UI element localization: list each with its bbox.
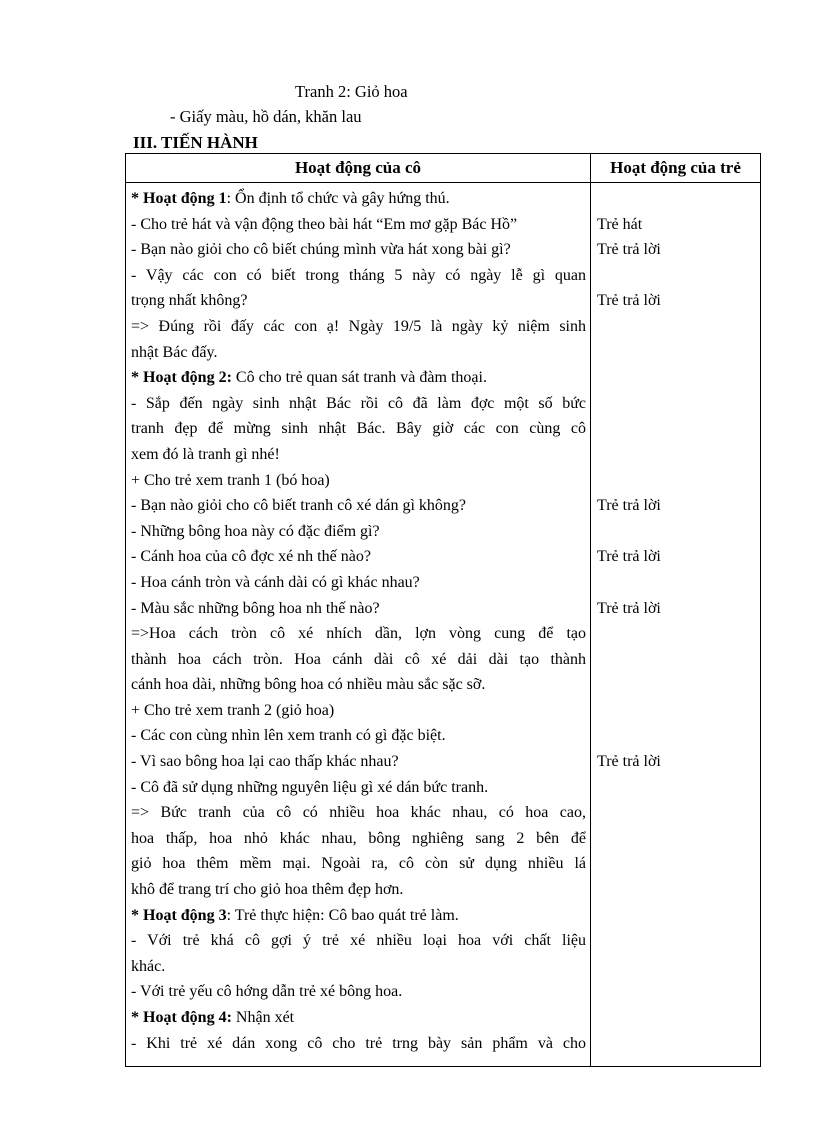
- teacher-line-text: Cô cho trẻ quan sát tranh và đàm thoại.: [231, 369, 487, 387]
- teacher-line-text: + Cho trẻ xem tranh 1 (bó hoa): [131, 471, 330, 489]
- child-activities-cell: [591, 183, 761, 1067]
- teacher-line-text: - Với trẻ khá cô gợi ý trẻ xé nhiều loại hoa với chất liệu: [131, 932, 586, 950]
- activity-label: * Hoạt động 1: [131, 190, 227, 207]
- teacher-line-text: cánh hoa dài, những bông hoa có nhiều màu sắc sặc sỡ.: [131, 676, 486, 694]
- table-header-row: [126, 154, 761, 183]
- teacher-line: [131, 468, 586, 494]
- activity-label: * Hoạt động 4:: [131, 1009, 232, 1026]
- teacher-line: [131, 800, 586, 826]
- teacher-line-text: - Cho trẻ hát và vận động theo bài hát “Em mơ gặp Bác Hồ”: [131, 215, 518, 233]
- teacher-line: [131, 954, 586, 980]
- teacher-line: [131, 775, 586, 801]
- teacher-line: [131, 570, 586, 596]
- teacher-line: [131, 1031, 586, 1057]
- teacher-line-text: - Hoa cánh tròn và cánh dài có gì khác nhau?: [131, 573, 420, 591]
- teacher-line: [131, 826, 586, 852]
- teacher-line-text: - Với trẻ yếu cô hớng dẫn trẻ xé bông hoa.: [131, 983, 403, 1001]
- teacher-line-text: - Cánh hoa của cô đợc xé nh thế nào?: [131, 548, 371, 566]
- child-response-empty: [597, 186, 756, 212]
- child-response: Trẻ trả lời: [597, 241, 661, 259]
- teacher-line-text: - Bạn nào giỏi cho cô biết chúng mình vừa hát xong bài gì?: [131, 241, 511, 259]
- teacher-line-text: - Các con cùng nhìn lên xem tranh có gì đặc biệt.: [131, 727, 446, 745]
- teacher-line: [131, 851, 586, 877]
- child-response-empty: [597, 621, 756, 647]
- teacher-line: [131, 442, 586, 468]
- teacher-line: [131, 263, 586, 289]
- child-response-empty: [597, 263, 756, 289]
- teacher-line-text: giỏ hoa thêm mềm mại. Ngoài ra, cô còn sử dụng nhiều lá: [131, 855, 586, 873]
- teacher-line: [131, 647, 586, 673]
- teacher-line: [131, 391, 586, 417]
- child-response-empty: [597, 442, 756, 468]
- teacher-line-text: - Sắp đến ngày sinh nhật Bác rồi cô đã làm đợc một số bức: [131, 394, 586, 412]
- material-tranh-2: Tranh 2: Giỏ hoa: [295, 82, 408, 101]
- teacher-line: [131, 979, 586, 1005]
- teacher-line-text: - Màu sắc những bông hoa nh thế nào?: [131, 599, 380, 617]
- child-response-empty: [597, 519, 756, 545]
- teacher-line-text: khô để trang trí cho giỏ hoa thêm đẹp hơn.: [131, 881, 404, 899]
- teacher-line: [131, 749, 586, 775]
- teacher-line-text: Nhận xét: [231, 1009, 295, 1026]
- teacher-line-text: xem đó là tranh gì nhé!: [131, 445, 280, 463]
- teacher-line-text: => Bức tranh của cô có nhiều hoa khác nhau, có hoa cao,: [131, 804, 586, 822]
- teacher-line: [131, 1005, 586, 1031]
- activity-table: [125, 153, 761, 1067]
- header-child: Hoạt động của trẻ: [591, 154, 761, 183]
- teacher-line: [131, 314, 586, 340]
- teacher-line-text: khác.: [131, 957, 166, 975]
- teacher-line-text: => Đúng rồi đấy các con ạ! Ngày 19/5 là ngày kỷ niệm sinh: [131, 317, 586, 335]
- teacher-line-text: - Bạn nào giỏi cho cô biết tranh cô xé dán gì không?: [131, 497, 467, 515]
- child-response-empty: [597, 340, 756, 366]
- teacher-line-text: - Khi trẻ xé dán xong cô cho trẻ trng bày sản phẩm và cho: [131, 1034, 586, 1052]
- teacher-line: [131, 723, 586, 749]
- teacher-line-text: - Những bông hoa này có đặc điểm gì?: [131, 522, 380, 540]
- teacher-line-text: trọng nhất không?: [131, 292, 248, 310]
- teacher-line: [131, 544, 586, 570]
- material-supplies: - Giấy màu, hồ dán, khăn lau: [170, 107, 362, 126]
- teacher-line: [131, 365, 586, 391]
- activity-label: * Hoạt động 3: [131, 906, 227, 924]
- child-response-empty: [597, 723, 756, 749]
- child-response-empty: [597, 365, 756, 391]
- header-teacher: Hoạt động của cô: [126, 154, 591, 183]
- teacher-line: [131, 698, 586, 724]
- child-response-empty: [597, 468, 756, 494]
- teacher-line: [131, 288, 586, 314]
- teacher-line-text: - Vậy các con có biết trong tháng 5 này có ngày lễ gì quan: [131, 266, 586, 284]
- teacher-line: [131, 672, 586, 698]
- teacher-activities-cell: [126, 183, 591, 1067]
- child-response: Trẻ hát: [597, 215, 643, 233]
- teacher-line-text: nhật Bác đấy.: [131, 343, 218, 361]
- teacher-line: [131, 596, 586, 622]
- child-response-empty: [597, 570, 756, 596]
- child-response: Trẻ trả lời: [597, 292, 661, 310]
- child-response: Trẻ trả lời: [597, 753, 661, 771]
- teacher-line-text: thành hoa cách tròn. Hoa cánh dài cô xé dải dài tạo thành: [131, 650, 586, 668]
- teacher-line: [131, 212, 586, 238]
- teacher-line: [131, 903, 586, 929]
- child-response-empty: [597, 391, 756, 417]
- teacher-line-text: tranh đẹp để mừng sinh nhật Bác. Bây giờ các con cùng cô: [131, 420, 586, 438]
- child-response: Trẻ trả lời: [597, 497, 661, 515]
- teacher-line: [131, 340, 586, 366]
- table-body-row: [126, 183, 761, 1067]
- teacher-line-text: - Cô đã sử dụng những nguyên liệu gì xé dán bức tranh.: [131, 778, 489, 796]
- teacher-line: [131, 928, 586, 954]
- teacher-line: [131, 621, 586, 647]
- teacher-line-text: - Vì sao bông hoa lại cao thấp khác nhau?: [131, 753, 399, 771]
- teacher-line: [131, 493, 586, 519]
- child-response-empty: [597, 698, 756, 724]
- teacher-line: [131, 877, 586, 903]
- teacher-line: [131, 186, 586, 212]
- child-response-empty: [597, 314, 756, 340]
- teacher-line: [131, 416, 586, 442]
- teacher-line: [131, 237, 586, 263]
- child-response-empty: [597, 647, 756, 673]
- teacher-line-text: + Cho trẻ xem tranh 2 (giỏ hoa): [131, 701, 335, 719]
- activity-label: * Hoạt động 2:: [131, 369, 232, 387]
- child-response: Trẻ trả lời: [597, 599, 661, 617]
- child-response: Trẻ trả lời: [597, 548, 661, 566]
- teacher-line-text: =>Hoa cách tròn cô xé nhích dần, lợn vòng cung để tạo: [131, 625, 586, 643]
- teacher-line-text: hoa thấp, hoa nhỏ khác nhau, bông nghiêng sang 2 bên để: [131, 829, 586, 847]
- child-response-empty: [597, 416, 756, 442]
- teacher-line-text: : Ổn định tổ chức và gây hứng thú.: [226, 190, 450, 207]
- child-response-empty: [597, 672, 756, 698]
- teacher-line-text: : Trẻ thực hiện: Cô bao quát trẻ làm.: [226, 906, 459, 924]
- teacher-line: [131, 519, 586, 545]
- section-title: III. TIẾN HÀNH: [133, 133, 258, 152]
